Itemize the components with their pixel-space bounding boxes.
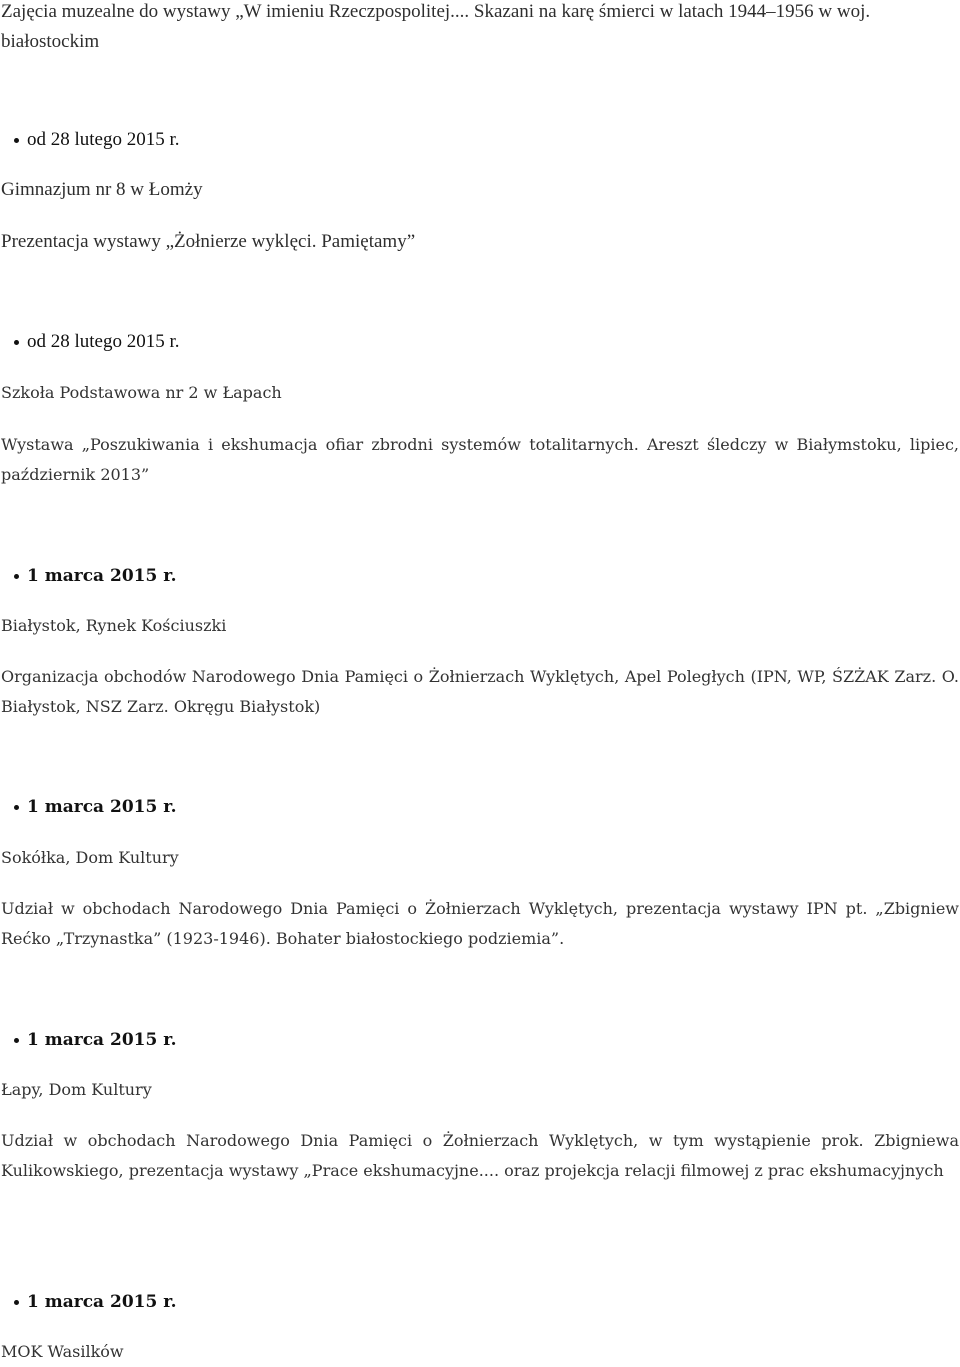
bullet-icon xyxy=(14,574,19,579)
event-date-row xyxy=(14,125,180,155)
event-date: 1 marca 2015 r. xyxy=(27,797,177,817)
event-place: Szkoła Podstawowa nr 2 w Łapach xyxy=(1,383,282,402)
event-date: 1 marca 2015 r. xyxy=(27,566,177,586)
event-place: Sokółka, Dom Kultury xyxy=(1,848,179,867)
bullet-icon xyxy=(14,1038,19,1043)
bullet-icon xyxy=(14,340,19,345)
event-description: Udział w obchodach Narodowego Dnia Pamięci o Żołnierzach Wyklętych, prezentacja wystawy IPN pt. „Zbigniew Rećko „Trzynastka” (1923-1946). Bohater białostockiego podziemia”. xyxy=(1,899,959,948)
event-place: Białystok, Rynek Kościuszki xyxy=(1,616,227,635)
event-date: 1 marca 2015 r. xyxy=(27,1292,177,1312)
event-date-row xyxy=(14,792,177,822)
event-date: od 28 lutego 2015 r. xyxy=(27,129,180,150)
event-description: Organizacja obchodów Narodowego Dnia Pamięci o Żołnierzach Wyklętych, Apel Poległych (IPN, WP, ŚZŻAK Zarz. O. Białystok, NSZ Zarz. Okręgu Białystok) xyxy=(1,667,959,716)
bullet-icon xyxy=(14,805,19,810)
event-date-row xyxy=(14,1287,177,1317)
bullet-icon xyxy=(14,138,19,143)
event-date-row xyxy=(14,561,177,591)
event-date-row xyxy=(14,1025,177,1055)
event-description: Wystawa „Poszukiwania i ekshumacja ofiar zbrodni systemów totalitarnych. Areszt śledczy w Białymstoku, lipiec, październik 2013” xyxy=(1,435,959,484)
event-date-row xyxy=(14,327,180,357)
event-description: Udział w obchodach Narodowego Dnia Pamięci o Żołnierzach Wyklętych, w tym wystąpienie prok. Zbigniewa Kulikowskiego, prezentacja wystawy „Prace ekshumacyjne.... oraz projekcja relacji filmowej z prac ekshumacyjnych xyxy=(1,1131,959,1180)
event-place: MOK Wasilków xyxy=(1,1342,124,1361)
bullet-icon xyxy=(14,1300,19,1305)
event-date: od 28 lutego 2015 r. xyxy=(27,331,180,352)
event-place: Gimnazjum nr 8 w Łomży xyxy=(1,179,203,200)
intro-paragraph: Zajęcia muzealne do wystawy „W imieniu Rzeczpospolitej.... Skazani na karę śmierci w latach 1944–1956 w woj. białostockim xyxy=(1,1,871,52)
event-place: Łapy, Dom Kultury xyxy=(1,1080,152,1099)
event-description: Prezentacja wystawy „Żołnierze wyklęci. Pamiętamy” xyxy=(1,231,416,252)
event-date: 1 marca 2015 r. xyxy=(27,1030,177,1050)
